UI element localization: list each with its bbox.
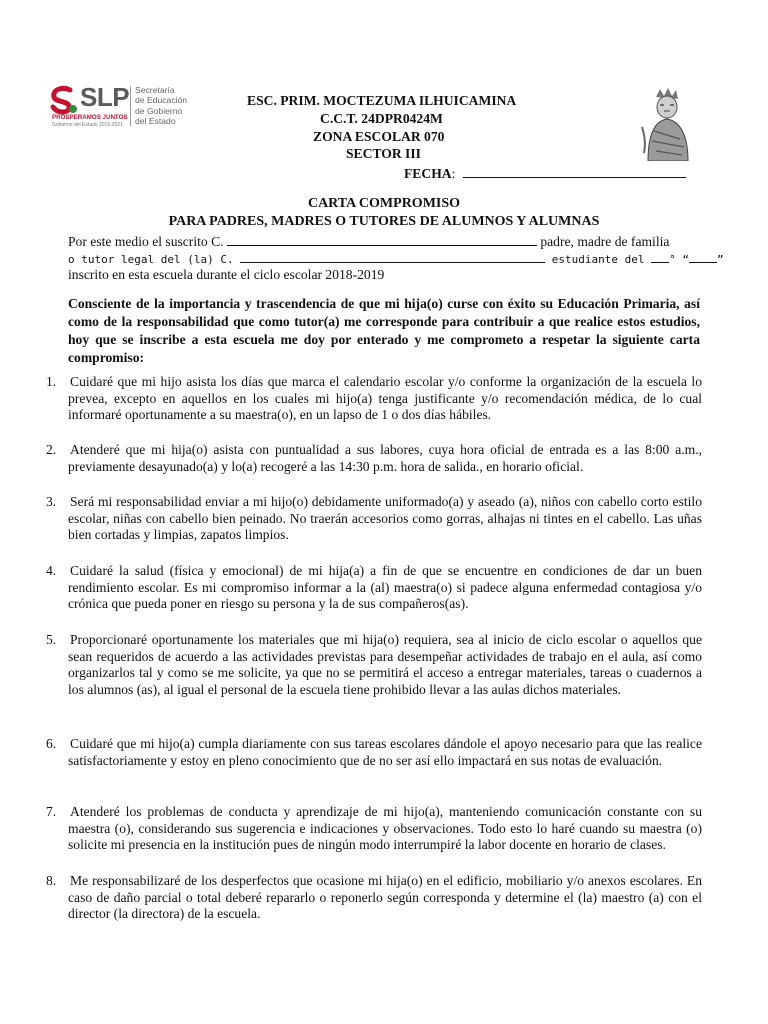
grade-blank[interactable] <box>651 251 669 263</box>
list-item-text: Cuidaré que mi hijo asista los días que marca el calendario escolar y/o conforme la organización de la escuela lo prevea, excepto en aquellos en los cuales mi hijo(a) tenga justificante y/o recomendación médica, de lo cual informaré oportunamente a su maestra(o), en un lapso de 1 o dos días hábiles. <box>68 374 702 423</box>
moctezuma-portrait-image <box>634 87 698 161</box>
secretaria-line-1: Secretaría <box>135 85 175 95</box>
list-item-text: Me responsabilizaré de los desperfectos que ocasione mi hija(o) en el edificio, mobiliario y/o anexos escolares. En caso de daño parcial o total deberé repararlo o reponerlo según corresponda y determine el (la) maestro (a) con el director (la directora) de la escuela. <box>68 873 702 922</box>
intro-text-2a: o tutor legal del (la) C. <box>68 253 241 266</box>
slp-logo-text: SLP <box>80 82 130 112</box>
logo-divider <box>130 86 131 126</box>
intro-text-1b: padre, madre de familia <box>536 234 670 249</box>
list-item <box>46 804 702 854</box>
list-item <box>46 873 702 923</box>
list-item <box>46 632 702 698</box>
date-label: FECHA <box>404 166 452 181</box>
slp-logo <box>46 82 196 134</box>
secretaria-line-4: del Estado <box>135 116 176 127</box>
school-cct: C.C.T. 24DPR0424M <box>320 111 443 126</box>
secretaria-line-3: de Gobierno <box>135 105 183 116</box>
secretaria-label <box>135 85 205 127</box>
slp-subtitle: Gobierno del Estado 2015-2021 <box>52 122 123 128</box>
list-item-number: 3. <box>46 494 57 509</box>
intro-line-3: inscrito en esta escuela durante el ciclo escolar 2018-2019 <box>68 267 385 282</box>
list-item-text: Proporcionaré oportunamente los materiales que mi hija(o) requiera, sea al inicio de ciclo escolar o aquellos que sean requeridos de acuerdo a las actividades previstas para desempeñar actividades de trabajo en el aula, así como organizarlos tal y como se me solicite, ya que no se permitirá el acceso a entregar materiales, tareas o cuadernos a los alumnos (as), al igual el personal de la escuela tiene prohibido llevar a las aulas dichos materiales. <box>68 632 702 697</box>
slp-emblem-icon <box>46 84 80 118</box>
intro-text-2b: estudiante del <box>545 253 652 266</box>
list-item-number: 5. <box>46 632 57 647</box>
list-item <box>46 494 702 544</box>
list-item <box>46 442 702 475</box>
document-title: CARTA COMPROMISO <box>307 196 461 211</box>
list-item-number: 1. <box>46 374 57 389</box>
commitment-statement: Consciente de la importancia y trascendencia de que mi hija(o) curse con éxito su Educación Primaria, así como de la responsabilidad que como tutor(a) me corresponde para contribuir a que realice estos estudios, hoy que se inscribe a esta escuela me doy por enterado y me comprometo a respetar la siguiente carta compromiso: <box>68 296 700 365</box>
slp-motto: PROSPERAMOS JUNTOS <box>52 114 128 121</box>
intro-text-1a: Por este medio el suscrito C. <box>68 234 227 249</box>
list-item-number: 4. <box>46 563 57 578</box>
intro-line-1 <box>68 234 700 251</box>
list-item-text: Atenderé que mi hija(o) asista con puntualidad a sus labores, cuya hora oficial de entrada es a las 8:00 a.m., previamente desayunado(a) y lo(a) recogeré a las 14:30 p.m. hora de salida., en horario oficial. <box>68 442 702 474</box>
intro-text-2d: ” <box>717 253 724 266</box>
list-item <box>46 374 702 424</box>
secretaria-line-2: de Educación <box>135 95 188 106</box>
group-blank[interactable] <box>689 251 717 263</box>
date-blank[interactable] <box>463 165 686 178</box>
list-item-text: Atenderé los problemas de conducta y aprendizaje de mi hijo(a), manteniendo comunicación constante con su maestra (o), considerando sus sugerencia e indicaciones y observaciones. Todo esto lo haré cuando su maestra (o) solicite mi presencia en la institución pues de ningún modo interrumpiré la labor docente en horario de clases. <box>68 804 702 853</box>
school-name: ESC. PRIM. MOCTEZUMA ILHUICAMINA <box>247 93 517 108</box>
document-subtitle: PARA PADRES, MADRES O TUTORES DE ALUMNOS Y ALUMNAS <box>168 214 600 229</box>
list-item-number: 8. <box>46 873 57 888</box>
intro-line-2 <box>68 251 724 269</box>
list-item-number: 7. <box>46 804 57 819</box>
list-item-number: 2. <box>46 442 57 457</box>
school-zone: ZONA ESCOLAR 070 <box>313 129 445 144</box>
intro-text-2c: ° “ <box>669 253 690 266</box>
student-name-blank[interactable] <box>240 251 545 263</box>
date-colon: : <box>451 166 459 181</box>
list-item <box>46 736 702 769</box>
date-field[interactable] <box>404 165 686 183</box>
school-sector: SECTOR III <box>346 146 421 161</box>
list-item-number: 6. <box>46 736 57 751</box>
parent-name-blank[interactable] <box>227 234 537 246</box>
list-item-text: Cuidaré la salud (física y emocional) de mi hija(a) a fin de que se encuentre en condiciones de dar un buen rendimiento escolar. Es mi compromiso informar a la (al) maestra(o) si padece alguna enfermedad contagiosa y/o crónica que pueda poner en riesgo su persona y la de sus compañeros(as). <box>68 563 702 612</box>
list-item <box>46 563 702 613</box>
list-item-text: Será mi responsabilidad enviar a mi hijo(o) debidamente uniformado(a) y aseado (a), niños con cabello corto estilo escolar, niñas con cabello bien peinado. No traerán accesorios como gorras, alhajas ni tintes en el cabello. Las uñas bien cortadas y limpias, zapatos limpios. <box>68 494 702 543</box>
list-item-text: Cuidaré que mi hijo(a) cumpla diariamente con sus tareas escolares dándole el apoyo necesario para que las realice satisfactoriamente y estoy en pleno conocimiento que de no ser así ello impactará en sus notas de evaluación. <box>68 736 702 768</box>
